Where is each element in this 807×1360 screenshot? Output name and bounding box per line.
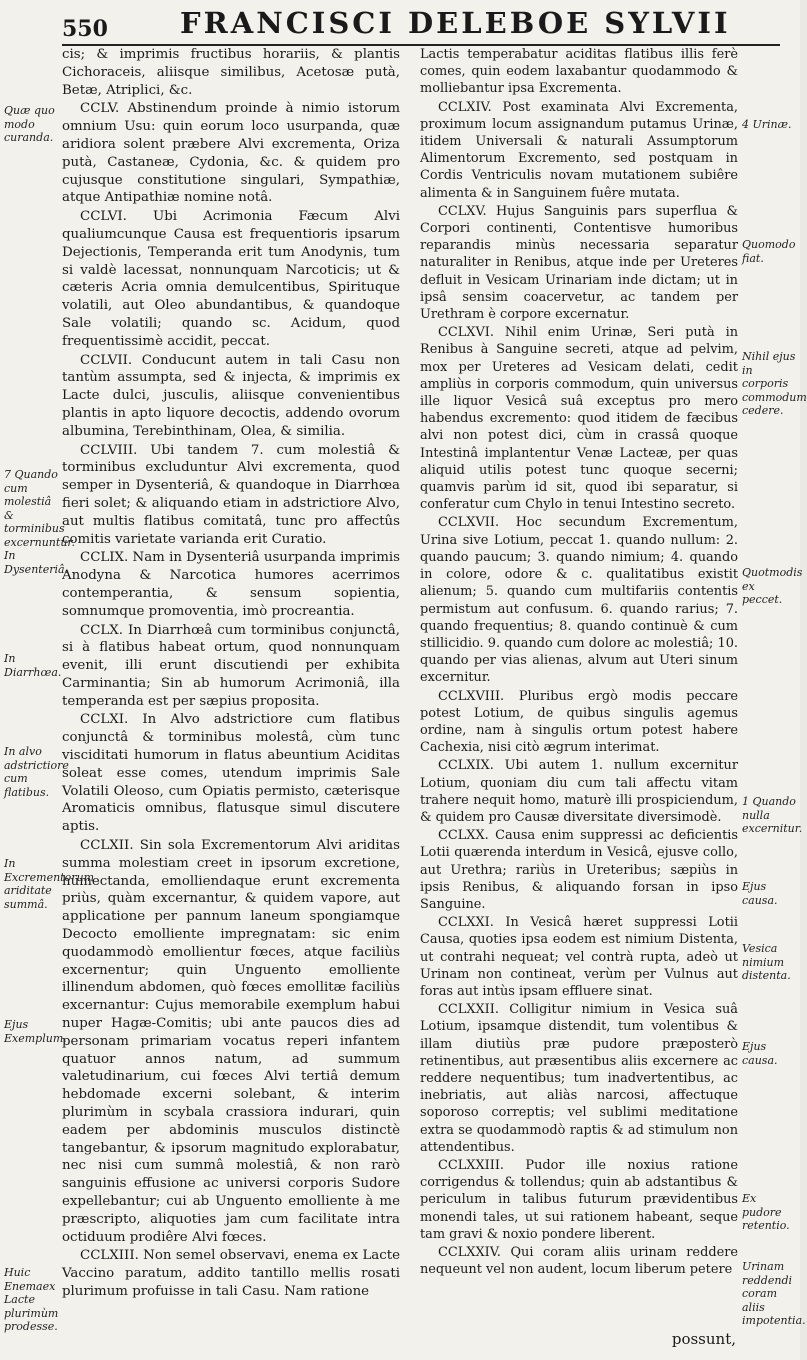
paragraph: CCLXX. Causa enim suppressi ac deficientis Lotii quærenda interdum in Vesicâ, ejusve collo, aut Urethra; rariùs in Ureteribus; sæpiùs in ipsis Renibus, & aliquando forsan in ipso Sanguine.: [420, 828, 738, 912]
paragraph: CCLV. Abstinendum proinde à nimio istorum omnium Usu: quin eorum loco usurpanda, quæ aridiora solent præbere Alvi excrementa, Oriza putà, Castaneæ, Cydonia, &c. & quidem pro cujusque constitutione singulari, Sympathiæ, atque Antipathiæ nomine notâ.: [62, 101, 400, 206]
margin-note: Ex pudore retentio.: [742, 1192, 790, 1232]
paragraph: CCLXXIV. Qui coram aliis urinam reddere nequeunt vel non audent, locum liberum petere: [420, 1245, 738, 1278]
margin-note: 4 Urinæ.: [742, 118, 792, 131]
margin-note: Ejus causa.: [742, 880, 778, 907]
paragraph: CCLVI. Ubi Acrimonia Fæcum Alvi qualiumcunque Causa est frequentioris ipsarum Dejectionis, Temperanda erit tum Anodynis, tum si valdè lacessat, nonnunquam Narcoticis; ut & cæteris Acria omnia demulcentibus, Spirituque volatili, aut Oleo abundantibus, & quandoque Sale volatili; quando sc. Acidum, quod frequentissimè accidit, peccat.: [62, 209, 400, 349]
paragraph: CCLXXI. In Vesicâ hæret suppressi Lotii Causa, quoties ipsa eodem est nimium Distenta, ut contrahi nequeat; vel contrà rupta, adeò ut Urinam non contineat, verùm per Vulnus aut foras aut intùs ipsam effluere sinat.: [420, 915, 738, 999]
paragraph: CCLXIII. Non semel observavi, enema ex Lacte Vaccino paratum, addito tantillo mellis rosati plurimum profuisse in tali Casu. Nam ratione: [62, 1248, 400, 1299]
paragraph: CCLVIII. Ubi tandem 7. cum molestiâ & torminibus excluduntur Alvi excrementa, quod semper in Dysenteriâ, & quandoque in Diarrhœa fieri solet; & aliquando etiam in adstrictiore Alvo, aut multis flatibus comitatâ, tunc pro affectûs comitis varietate varianda erit Curatio.: [62, 442, 400, 547]
right-column: [420, 46, 738, 1278]
paragraph: Lactis temperabatur aciditas flatibus illis ferè comes, quin eodem laxabantur quodammodo & molliebantur ipsa Excrementa.: [420, 47, 738, 97]
margin-note: Huic Enemaex Lacte plurimùm prodesse.: [4, 1266, 59, 1333]
paragraph: CCLIX. Nam in Dysenteriâ usurpanda imprimis Anodyna & Narcotica humores acerrimos contemperantia, & sensum sopientia, somnumque promoventia, imò procreantia.: [62, 550, 400, 619]
paragraph: CCLX. In Diarrhœâ cum torminibus conjunctâ, si à flatibus habeat ortum, quod nonnunquam evenit, illi erunt discutiendi per exhibita Carminantia; Sin ab humorum Acrimoniâ, illa temperanda est per sæpius proposita.: [62, 622, 400, 709]
margin-note: Quomodo fiat.: [742, 238, 796, 265]
margin-note: Ejus causa.: [742, 1040, 778, 1067]
margin-note: Nihil ejus in corporis commodum cedere.: [742, 350, 807, 417]
margin-note: Quæ quo modo curanda.: [4, 104, 55, 144]
paragraph: CCLXI. In Alvo adstrictiore cum flatibus conjunctâ & torminibus molestâ, cùm tunc visciditati humorum in flatus abeuntium Aciditas soleat esse comes, utendum imprimis Sale Volatili Oleoso, cum Opiatis permisto, cæterisque Aromaticis omnibus, flatusque simul discutere aptis.: [62, 712, 400, 835]
paragraph: CCLXVII. Hoc secundum Excrementum, Urina sive Lotium, peccat 1. quando nullum: 2. quando paucum; 3. quando nimium; 4. quando in colore, odore & c. qualitatibus existit alienum; 5. quando cum multifariis contentis permistum aut confusum. 6. quando rarius; 7. quando frequentius; 8. quando continuè & cum stillicidio. 9. quando cum dolore ac molestiâ; 10. quando per vias alienas, alvum aut Uteri sinum excernitur.: [420, 515, 738, 686]
margin-note: Urinam reddendi coram aliis impotentia.: [742, 1260, 806, 1327]
paragraph: CCLXXIII. Pudor ille noxius ratione corrigendus & tollendus; quin ab adstantibus & periculum in talibus futurum prævidentibus monendi tales, ut sui rationem habeant, seque tam gravi & noxio pondere liberent.: [420, 1158, 738, 1242]
paragraph: CCLVII. Conducunt autem in tali Casu non tantùm assumpta, sed & injecta, & imprimis ex Lacte dulci, jusculis, aliisque convenientibus plantis in apto liquore decoctis, addendo ovorum albumina, Terebinthinam, Olea, & similia.: [62, 352, 400, 439]
paragraph: cis; & imprimis fructibus horariis, & plantis Cichoraceis, aliisque similibus, Acetosæ putà, Betæ, Atriplici, &c.: [62, 47, 400, 98]
page-number: 550: [62, 16, 108, 42]
paragraph: CCLXXII. Colligitur nimium in Vesica suâ Lotium, ipsamque distendit, tum volentibus & illam diutiùs præ pudore præposterò retinentibus, aut præsentibus aliis excernere ac reddere nequentibus; tum inadvertentibus, ac inebriatis, aut aliàs narcosi, affectuque soporoso correptis; vel sublimi meditatione extra se quodammodò raptis & ad stimulum non attendentibus.: [420, 1002, 738, 1155]
margin-note: In Diarrhœa.: [4, 652, 62, 679]
paragraph: CCLXV. Hujus Sanguinis pars superflua & Corpori continenti, Contentisve humoribus reparandis minùs necessaria separatur naturaliter in Renibus, atque inde per Ureteres defluit in Vesicam Urinariam inde dictam; ut in ipsâ sensim coacervetur, ac tandem per Urethram è corpore excernatur.: [420, 203, 738, 323]
margin-note: In alvo adstrictiore cum flatibus.: [4, 745, 69, 799]
paragraph: CCLXIV. Post examinata Alvi Excrementa, proximum locum assignandum putamus Urinæ, itidem Universali & naturali Assumptorum Alimentorum Excremento, sed postquam in Cordis Ventriculis novam mutationem subiêre alimenta & in Sanguinem fuêre mutata.: [420, 99, 738, 201]
running-title: FRANCISCI DELEBOE SYLVII: [180, 6, 731, 40]
page-header: [62, 4, 780, 46]
paragraph: CCLXVIII. Pluribus ergò modis peccare potest Lotium, de quibus singulis agemus ordine, nam à singulis ortum potest habere Cachexia, nisi citò ægrum interimat.: [420, 688, 738, 756]
catchword: possunt,: [671, 1330, 736, 1348]
left-column: [62, 46, 400, 1301]
margin-note: 7 Quando cum molestiâ & torminibus excernuntur. In Dysenteriâ.: [4, 468, 75, 576]
paragraph: CCLXIX. Ubi autem 1. nullum excernitur Lotium, quoniam diu cum tali affectu vitam trahere nequit homo, maturè illi prospiciendum, & quidem pro Causæ diversitate diversimodè.: [420, 758, 738, 825]
paragraph: CCLXII. Sin sola Excrementorum Alvi ariditas summa molestiam creet in ipsorum excretione, humectanda, emolliendaque erunt excrementa priùs, quàm excernantur, & quidem vapore, aut applicatione per pannum laneum spongiamque Decocto emolliente impregnatam: sic enim quodammodò emollientur fœces, atque faciliùs excernentur; quin Unguento emolliente illinendum abdomen, quò fœces emollitæ faciliùs excernantur: Cujus memorabile exemplum habui nuper Hagæ-Comitis; ubi ante paucos dies ad personam primariam vocatus reperi infantem quatuor annos natum, ad summum valetudinarium, cui fœces Alvi tertiâ demum hebdomade excerni solebant, & interim plurimùm in scybala crassiora indurari, quin eadem per abdominis musculos distinctè tangebantur, & ipsorum magnitudo explorabatur, nec nisi cum summâ molestiâ, & non rarò sanguinis effusione ac universi corporis Sudore expellebantur; cui ab Unguento emolliente à me præscripto, aliquoties jam cum facilitate intra octiduum prodiêre Alvi fœces.: [62, 838, 400, 1245]
paragraph: CCLXVI. Nihil enim Urinæ, Seri putà in Renibus à Sanguine secreti, atque ad pelvim, mox per Ureteres ad Vesicam delati, cedit ampliùs in corporis commodum, quin universus ille liquor Vesicâ suâ exceptus pro mero habendus excremento: quod itidem de fæcibus alvi non potest dici, cùm in crassâ quoque Intestinâ implantentur Venæ Lacteæ, per quas aliquid utilis potest tunc quoque secerni; quamvis parùm id sit, quod ibi separatur, si conferatur cum Chylo in tenui Intestino secreto.: [420, 325, 738, 513]
margin-note: Vesica nimium distenta.: [742, 942, 791, 982]
margin-note: 1 Quando nulla excernitur.: [742, 795, 803, 835]
margin-note: Ejus Exemplum.: [4, 1018, 67, 1045]
margin-note: In Excrementorum ariditate summâ.: [4, 857, 95, 911]
margin-note: Quotmodis ex peccet.: [742, 566, 803, 606]
